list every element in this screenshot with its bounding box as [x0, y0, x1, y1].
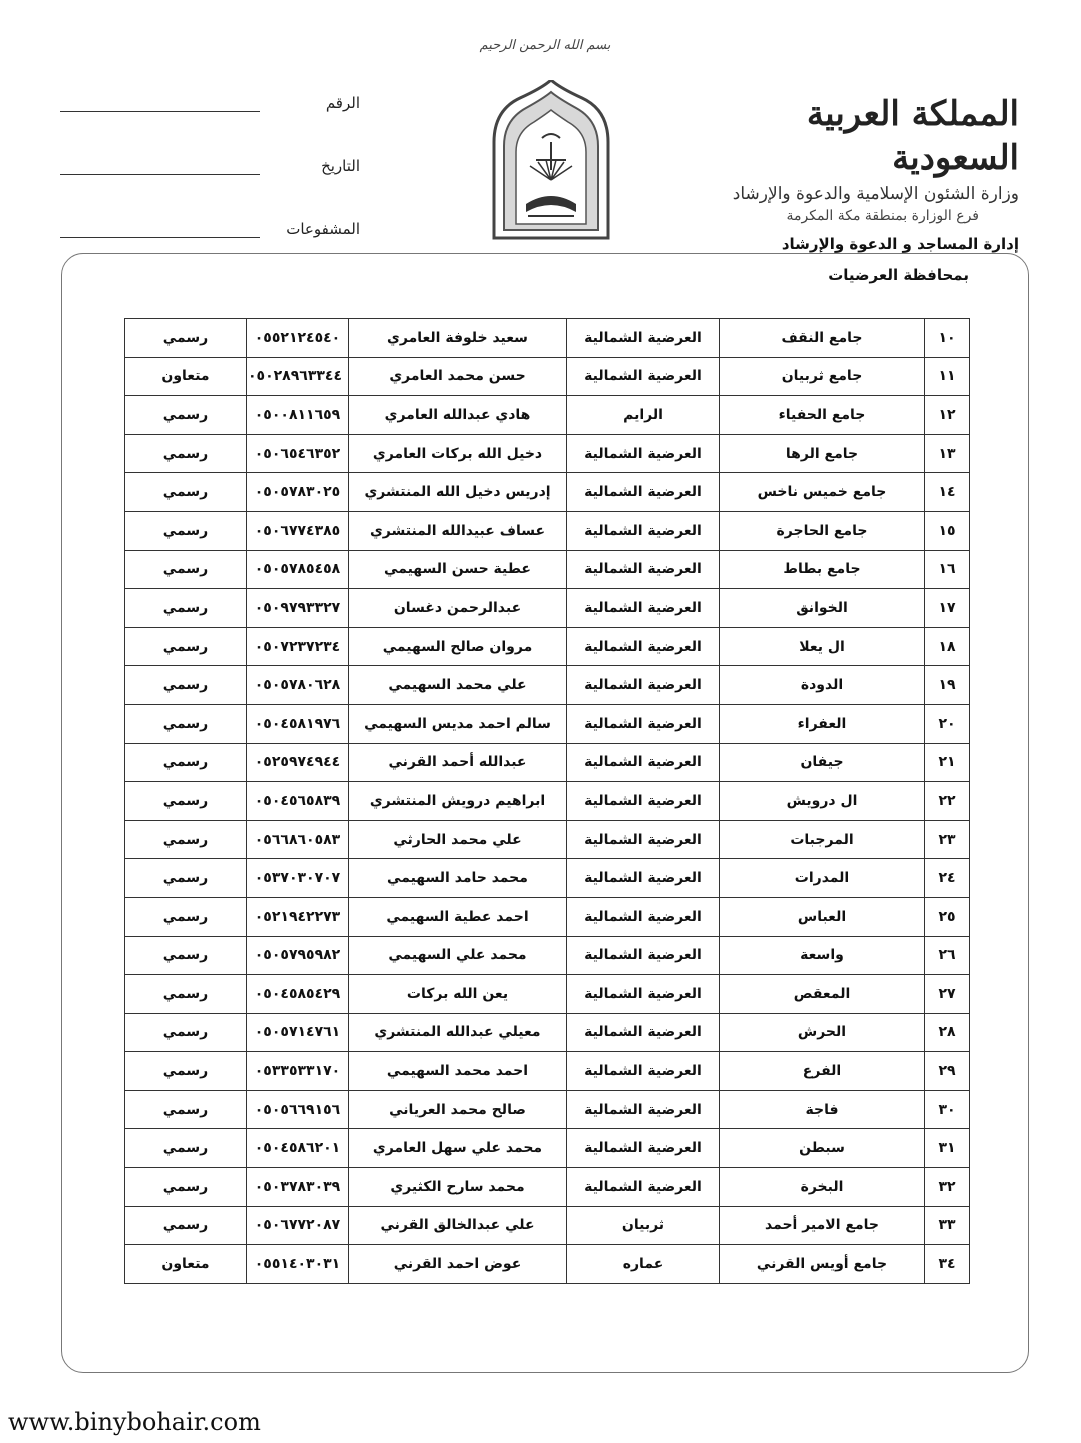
- imam-name-cell: احمد عطية السهيمي: [349, 897, 567, 936]
- phone-number-cell: ٠٥٦٦٨٦٠٥٨٣: [247, 820, 349, 859]
- phone-number-cell: ٠٥٢٥٩٧٤٩٤٤: [247, 743, 349, 782]
- imam-name-cell: سالم احمد مديس السهيمي: [349, 704, 567, 743]
- employment-type-cell: رسمي: [125, 1052, 247, 1091]
- employment-type-cell: رسمي: [125, 396, 247, 435]
- row-number-cell: ٣٢: [925, 1168, 970, 1207]
- region-cell: العرضية الشمالية: [567, 627, 720, 666]
- region-cell: عماره: [567, 1245, 720, 1284]
- phone-number-cell: ٠٥٠٤٥٨١٩٧٦: [247, 704, 349, 743]
- table-row: [125, 396, 970, 435]
- employment-type-cell: متعاون: [125, 1245, 247, 1284]
- mosque-name-cell: الفرع: [720, 1052, 925, 1091]
- imam-name-cell: علي محمد الحارثي: [349, 820, 567, 859]
- employment-type-cell: رسمي: [125, 589, 247, 628]
- table-row: [125, 1245, 970, 1284]
- imam-name-cell: سعيد خلوفة العامري: [349, 319, 567, 358]
- phone-number-cell: ٠٥٠٥٧٨٣٠٢٥: [247, 473, 349, 512]
- region-cell: العرضية الشمالية: [567, 1168, 720, 1207]
- region-cell: العرضية الشمالية: [567, 434, 720, 473]
- row-number-cell: ٢٣: [925, 820, 970, 859]
- row-number-cell: ٢٠: [925, 704, 970, 743]
- mosque-name-cell: ال درويش: [720, 782, 925, 821]
- region-cell: العرضية الشمالية: [567, 897, 720, 936]
- row-number-cell: ١٩: [925, 666, 970, 705]
- imam-name-cell: عبدالرحمن دغسان: [349, 589, 567, 628]
- phone-number-cell: ٠٥٠٥٧٨٥٤٥٨: [247, 550, 349, 589]
- phone-number-cell: ٠٥٢١٩٤٢٢٧٣: [247, 897, 349, 936]
- mosque-name-cell: سبطن: [720, 1129, 925, 1168]
- ministry-title: وزارة الشئون الإسلامية والدعوة والإرشاد: [732, 184, 1019, 204]
- table-row: [125, 666, 970, 705]
- table-row: [125, 434, 970, 473]
- attachments-field: [60, 220, 360, 244]
- row-number-cell: ٢١: [925, 743, 970, 782]
- branch-title: فرع الوزارة بمنطقة مكة المكرمة: [786, 208, 979, 224]
- row-number-cell: ٢٩: [925, 1052, 970, 1091]
- mosque-name-cell: المدرات: [720, 859, 925, 898]
- mosque-name-cell: المرجبات: [720, 820, 925, 859]
- row-number-cell: ١٦: [925, 550, 970, 589]
- table-row: [125, 859, 970, 898]
- phone-number-cell: ٠٥٠٢٨٩٦٣٣٤٤: [247, 357, 349, 396]
- region-cell: العرضية الشمالية: [567, 782, 720, 821]
- employment-type-cell: رسمي: [125, 897, 247, 936]
- table-row: [125, 782, 970, 821]
- table-row: [125, 936, 970, 975]
- phone-number-cell: ٠٥٠٥٦٦٩١٥٦: [247, 1090, 349, 1129]
- mosque-name-cell: المعقص: [720, 975, 925, 1014]
- region-cell: العرضية الشمالية: [567, 589, 720, 628]
- row-number-cell: ٢٦: [925, 936, 970, 975]
- mosque-name-cell: جيفان: [720, 743, 925, 782]
- region-cell: العرضية الشمالية: [567, 704, 720, 743]
- mosque-name-cell: العفراء: [720, 704, 925, 743]
- department-title: إدارة المساجد و الدعوة والإرشاد: [781, 235, 1019, 253]
- mosque-name-cell: فاجة: [720, 1090, 925, 1129]
- row-number-cell: ١٢: [925, 396, 970, 435]
- region-cell: العرضية الشمالية: [567, 1052, 720, 1091]
- table-row: [125, 357, 970, 396]
- region-cell: العرضية الشمالية: [567, 1090, 720, 1129]
- employment-type-cell: رسمي: [125, 550, 247, 589]
- table-row: [125, 820, 970, 859]
- table-row: [125, 319, 970, 358]
- watermark: www.binybohair.com: [8, 1408, 261, 1436]
- table-row: [125, 1168, 970, 1207]
- employment-type-cell: رسمي: [125, 666, 247, 705]
- employment-type-cell: رسمي: [125, 936, 247, 975]
- mosque-name-cell: جامع الرها: [720, 434, 925, 473]
- region-cell: العرضية الشمالية: [567, 1013, 720, 1052]
- governorate-heading: بمحافظة العرضيات: [828, 266, 969, 284]
- imam-name-cell: محمد حامد السهيمي: [349, 859, 567, 898]
- phone-number-cell: ٠٥٠٦٧٧٤٣٨٥: [247, 511, 349, 550]
- mosque-name-cell: الخوانق: [720, 589, 925, 628]
- table-row: [125, 975, 970, 1014]
- phone-number-cell: ٠٥٠٤٥٨٦٢٠١: [247, 1129, 349, 1168]
- imam-name-cell: يعن الله بركات: [349, 975, 567, 1014]
- imam-name-cell: عوض احمد القرني: [349, 1245, 567, 1284]
- mosque-name-cell: جامع الحاجرة: [720, 511, 925, 550]
- phone-number-cell: ٠٥٠٥٧٨٠٦٢٨: [247, 666, 349, 705]
- date-line: [60, 174, 260, 175]
- region-cell: العرضية الشمالية: [567, 975, 720, 1014]
- region-cell: العرضية الشمالية: [567, 936, 720, 975]
- mosque-name-cell: واسعة: [720, 936, 925, 975]
- region-cell: العرضية الشمالية: [567, 473, 720, 512]
- phone-number-cell: ٠٥٠٦٧٧٢٠٨٧: [247, 1206, 349, 1245]
- table-row: [125, 550, 970, 589]
- reference-number-field: [60, 94, 360, 118]
- table-row: [125, 1129, 970, 1168]
- region-cell: العرضية الشمالية: [567, 550, 720, 589]
- employment-type-cell: رسمي: [125, 434, 247, 473]
- table-row: [125, 743, 970, 782]
- employment-type-cell: رسمي: [125, 1129, 247, 1168]
- reference-number-label: الرقم: [325, 94, 360, 112]
- attachments-line: [60, 237, 260, 238]
- mosque-name-cell: ال يعلا: [720, 627, 925, 666]
- region-cell: العرضية الشمالية: [567, 820, 720, 859]
- basmala: بسم الله الرحمن الرحيم: [479, 38, 611, 53]
- table-row: [125, 897, 970, 936]
- row-number-cell: ٣٤: [925, 1245, 970, 1284]
- row-number-cell: ١٠: [925, 319, 970, 358]
- phone-number-cell: ٠٥٣٣٥٣٣١٧٠: [247, 1052, 349, 1091]
- region-cell: العرضية الشمالية: [567, 319, 720, 358]
- table-row: [125, 1052, 970, 1091]
- region-cell: الرايم: [567, 396, 720, 435]
- mosque-name-cell: جامع بطاط: [720, 550, 925, 589]
- employment-type-cell: رسمي: [125, 319, 247, 358]
- attachments-label: المشفوعات: [286, 220, 360, 238]
- employment-type-cell: رسمي: [125, 1090, 247, 1129]
- phone-number-cell: ٠٥٠٣٧٨٣٠٣٩: [247, 1168, 349, 1207]
- region-cell: العرضية الشمالية: [567, 511, 720, 550]
- phone-number-cell: ٠٥٠٧٢٣٧٢٣٤: [247, 627, 349, 666]
- letterhead: [679, 92, 1019, 256]
- table-row: [125, 473, 970, 512]
- imam-name-cell: احمد محمد السهيمي: [349, 1052, 567, 1091]
- row-number-cell: ١٥: [925, 511, 970, 550]
- mosques-table: [124, 318, 970, 1284]
- imam-name-cell: حسن محمد العامري: [349, 357, 567, 396]
- row-number-cell: ٣٠: [925, 1090, 970, 1129]
- table-row: [125, 704, 970, 743]
- kingdom-title: المملكة العربية السعودية: [806, 94, 1019, 178]
- table-row: [125, 589, 970, 628]
- phone-number-cell: ٠٥٠٥٧١٤٧٦١: [247, 1013, 349, 1052]
- employment-type-cell: رسمي: [125, 1013, 247, 1052]
- row-number-cell: ٢٧: [925, 975, 970, 1014]
- imam-name-cell: علي محمد السهيمي: [349, 666, 567, 705]
- imam-name-cell: علي عبدالخالق القرني: [349, 1206, 567, 1245]
- region-cell: العرضية الشمالية: [567, 357, 720, 396]
- employment-type-cell: رسمي: [125, 511, 247, 550]
- table-row: [125, 1090, 970, 1129]
- phone-number-cell: ٠٥٠٤٥٦٥٨٣٩: [247, 782, 349, 821]
- row-number-cell: ١٨: [925, 627, 970, 666]
- table-row: [125, 511, 970, 550]
- phone-number-cell: ٠٥٠٩٧٩٣٣٢٧: [247, 589, 349, 628]
- imam-name-cell: إدريس دخيل الله المنتشري: [349, 473, 567, 512]
- ministry-emblem-icon: [490, 80, 612, 240]
- imam-name-cell: عساف عبيدالله المنتشري: [349, 511, 567, 550]
- phone-number-cell: ٠٥٣٧٠٣٠٧٠٧: [247, 859, 349, 898]
- employment-type-cell: رسمي: [125, 820, 247, 859]
- row-number-cell: ١٧: [925, 589, 970, 628]
- mosque-name-cell: جامع أويس القرني: [720, 1245, 925, 1284]
- mosque-name-cell: جامع الحفياء: [720, 396, 925, 435]
- employment-type-cell: رسمي: [125, 975, 247, 1014]
- date-label: التاريخ: [321, 157, 360, 175]
- employment-type-cell: رسمي: [125, 743, 247, 782]
- employment-type-cell: رسمي: [125, 782, 247, 821]
- region-cell: العرضية الشمالية: [567, 666, 720, 705]
- table-row: [125, 627, 970, 666]
- row-number-cell: ١٣: [925, 434, 970, 473]
- imam-name-cell: محمد علي سهل العامري: [349, 1129, 567, 1168]
- row-number-cell: ١٤: [925, 473, 970, 512]
- row-number-cell: ٢٥: [925, 897, 970, 936]
- mosque-name-cell: جامع خميس ناخس: [720, 473, 925, 512]
- row-number-cell: ٣٣: [925, 1206, 970, 1245]
- employment-type-cell: رسمي: [125, 704, 247, 743]
- mosque-name-cell: الحرش: [720, 1013, 925, 1052]
- phone-number-cell: ٠٥٥١٤٠٣٠٣١: [247, 1245, 349, 1284]
- row-number-cell: ٢٢: [925, 782, 970, 821]
- region-cell: ثربيان: [567, 1206, 720, 1245]
- row-number-cell: ٢٨: [925, 1013, 970, 1052]
- employment-type-cell: رسمي: [125, 473, 247, 512]
- mosque-name-cell: جامع النقف: [720, 319, 925, 358]
- row-number-cell: ٣١: [925, 1129, 970, 1168]
- mosque-name-cell: جامع ثربيان: [720, 357, 925, 396]
- row-number-cell: ١١: [925, 357, 970, 396]
- imam-name-cell: صالح محمد العرياني: [349, 1090, 567, 1129]
- region-cell: العرضية الشمالية: [567, 743, 720, 782]
- employment-type-cell: رسمي: [125, 627, 247, 666]
- employment-type-cell: متعاون: [125, 357, 247, 396]
- date-field: [60, 157, 360, 181]
- imam-name-cell: دخيل الله بركات العامري: [349, 434, 567, 473]
- region-cell: العرضية الشمالية: [567, 1129, 720, 1168]
- phone-number-cell: ٠٥٠٦٥٤٦٣٥٢: [247, 434, 349, 473]
- table-row: [125, 1206, 970, 1245]
- imam-name-cell: ابراهيم درويش المنتشري: [349, 782, 567, 821]
- employment-type-cell: رسمي: [125, 859, 247, 898]
- imam-name-cell: مروان صالح السهيمي: [349, 627, 567, 666]
- imam-name-cell: محمد سارح الكثيري: [349, 1168, 567, 1207]
- phone-number-cell: ٠٥٠٠٨١١٦٥٩: [247, 396, 349, 435]
- mosque-name-cell: جامع الامير أحمد: [720, 1206, 925, 1245]
- employment-type-cell: رسمي: [125, 1206, 247, 1245]
- mosque-name-cell: العباس: [720, 897, 925, 936]
- phone-number-cell: ٠٥٠٤٥٨٥٤٢٩: [247, 975, 349, 1014]
- imam-name-cell: هادي عبدالله العامري: [349, 396, 567, 435]
- reference-number-line: [60, 111, 260, 112]
- table-row: [125, 1013, 970, 1052]
- employment-type-cell: رسمي: [125, 1168, 247, 1207]
- mosque-name-cell: البخرة: [720, 1168, 925, 1207]
- phone-number-cell: ٠٥٥٢١٢٤٥٤٠: [247, 319, 349, 358]
- region-cell: العرضية الشمالية: [567, 859, 720, 898]
- mosque-name-cell: الدودة: [720, 666, 925, 705]
- imam-name-cell: عبدالله أحمد القرني: [349, 743, 567, 782]
- imam-name-cell: محمد علي السهيمي: [349, 936, 567, 975]
- row-number-cell: ٢٤: [925, 859, 970, 898]
- phone-number-cell: ٠٥٠٥٧٩٥٩٨٢: [247, 936, 349, 975]
- imam-name-cell: معيلي عبدالله المنتشري: [349, 1013, 567, 1052]
- imam-name-cell: عطية حسن السهيمي: [349, 550, 567, 589]
